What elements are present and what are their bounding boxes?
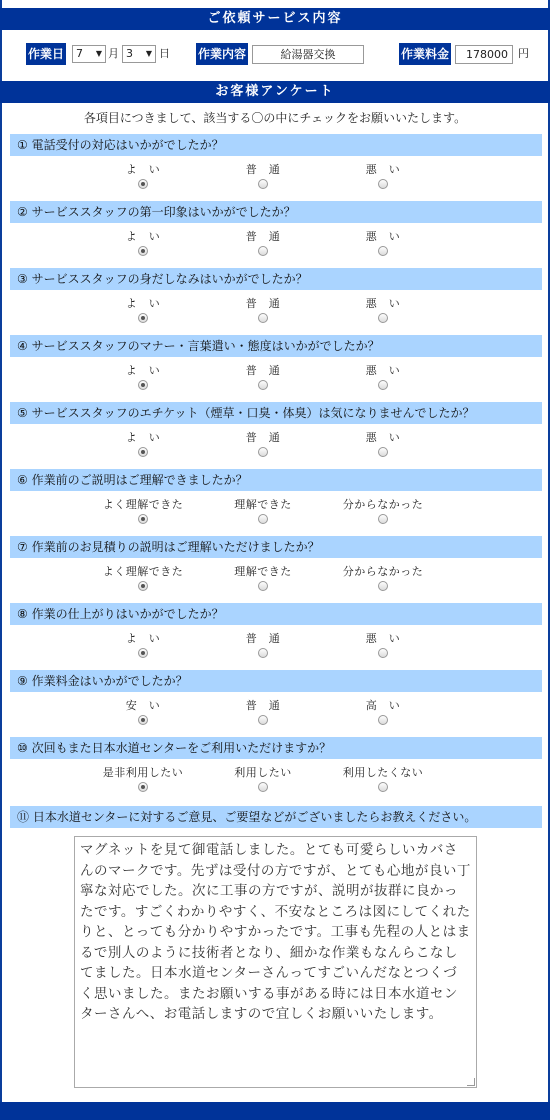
question-3-radio[interactable] (258, 313, 268, 323)
question-4-option-label: よ い (125, 364, 161, 377)
question-10-bar (10, 737, 542, 759)
work-content-label: 作業内容 (196, 43, 248, 65)
question-1-radio[interactable] (378, 179, 388, 189)
question-3-option-label: よ い (125, 297, 161, 310)
question-5-radio[interactable] (378, 447, 388, 457)
work-date-label: 作業日 (26, 43, 66, 65)
question-10-option-label: 利用したくない (342, 766, 424, 779)
question-1-radio[interactable] (138, 179, 148, 189)
service-details-row (0, 40, 550, 70)
question-1-option-label: よ い (125, 163, 161, 176)
question-11-text: ⑪ 日本水道センターに対するご意見、ご要望などがございましたらお教えください。 (17, 810, 477, 824)
question-10-option-label: 是非利用したい (102, 766, 184, 779)
question-7-option-label: よく理解できた (102, 565, 184, 578)
question-2-bar (10, 201, 542, 223)
question-4-radio[interactable] (378, 380, 388, 390)
survey-header: お客様アンケート (0, 81, 550, 103)
question-9-text: ⑨ 作業料金はいかがでしたか？ (17, 674, 188, 688)
question-8-text: ⑧ 作業の仕上がりはいかがでしたか？ (17, 607, 224, 621)
question-5-text: ⑤ サービススタッフのエチケット（煙草・口臭・体臭）は気になりませんでしたか？ (17, 406, 475, 420)
question-2-radio[interactable] (258, 246, 268, 256)
question-6-option-label: 理解できた (234, 498, 292, 511)
question-4-radio[interactable] (258, 380, 268, 390)
day-unit: 日 (159, 47, 170, 60)
question-5-radio[interactable] (258, 447, 268, 457)
question-7-radio[interactable] (258, 581, 268, 591)
question-9-radio[interactable] (138, 715, 148, 725)
question-6-radio[interactable] (258, 514, 268, 524)
question-5-bar (10, 402, 542, 424)
comment-textarea[interactable] (74, 836, 477, 1088)
question-4-radio[interactable] (138, 380, 148, 390)
question-8-option-label: 悪 い (365, 632, 401, 645)
chevron-down-icon: ▼ (145, 49, 152, 58)
chevron-down-icon: ▼ (95, 49, 102, 58)
question-9-radio[interactable] (258, 715, 268, 725)
question-10-text: ⑩ 次回もまた日本水道センターをご利用いただけますか？ (17, 741, 332, 755)
work-fee-field[interactable]: 178000 (455, 45, 513, 64)
question-3-text: ③ サービススタッフの身だしなみはいかがでしたか？ (17, 272, 308, 286)
question-3-radio[interactable] (378, 313, 388, 323)
question-10-radio[interactable] (138, 782, 148, 792)
comment-text: マグネットを見て御電話しました。とても可愛らしいカバさんのマークです。先ずは受付の方ですが、とても心地が良い丁寧な対応でした。次に工事の方ですが、説明が抜群に良かったです。すごくわかりやすく、不安なところは図にしてくれたりと、とっても分かりやすかったです。工事も先程の人とはまるで別人のように技術者となり、細かな作業もなんらこなしてました。日本水道センターさんってすごいんだなとつくづく思いました。またお願いする事がある時には日本水道センターさんへ、お電話しますので宜しくお願いいたします。 (80, 842, 471, 1022)
survey-intro: 各項目につきまして、該当する〇の中にチェックをお願いいたします。 (83, 111, 467, 125)
question-1-radio[interactable] (258, 179, 268, 189)
question-2-radio[interactable] (138, 246, 148, 256)
question-9-option-label: 高 い (365, 699, 401, 712)
question-8-option-label: よ い (125, 632, 161, 645)
question-3-radio[interactable] (138, 313, 148, 323)
question-5-option-label: 悪 い (365, 431, 401, 444)
question-6-radio[interactable] (378, 514, 388, 524)
question-8-bar (10, 603, 542, 625)
question-10-option-label: 利用したい (234, 766, 292, 779)
resize-handle-icon[interactable] (467, 1078, 475, 1086)
question-1-bar (10, 134, 542, 156)
question-6-bar (10, 469, 542, 491)
question-9-option-label: 普 通 (245, 699, 281, 712)
question-7-bar (10, 536, 542, 558)
question-1-text: ① 電話受付の対応はいかがでしたか？ (17, 138, 224, 152)
question-4-option-label: 悪 い (365, 364, 401, 377)
question-8-radio[interactable] (378, 648, 388, 658)
question-10-radio[interactable] (258, 782, 268, 792)
question-2-option-label: 普 通 (245, 230, 281, 243)
question-2-radio[interactable] (378, 246, 388, 256)
question-4-option-label: 普 通 (245, 364, 281, 377)
work-fee-label: 作業料金 (399, 43, 451, 65)
question-1-option-label: 普 通 (245, 163, 281, 176)
question-3-bar (10, 268, 542, 290)
work-content-field[interactable]: 給湯器交換 (252, 45, 364, 64)
question-6-radio[interactable] (138, 514, 148, 524)
question-8-radio[interactable] (258, 648, 268, 658)
question-8-option-label: 普 通 (245, 632, 281, 645)
footer-bar (0, 1102, 550, 1120)
question-2-text: ② サービススタッフの第一印象はいかがでしたか？ (17, 205, 296, 219)
question-10-radio[interactable] (378, 782, 388, 792)
question-6-text: ⑥ 作業前のご説明はご理解できましたか？ (17, 473, 248, 487)
question-3-option-label: 普 通 (245, 297, 281, 310)
question-7-option-label: 理解できた (234, 565, 292, 578)
month-value: 7 (76, 47, 83, 60)
day-select[interactable] (122, 45, 156, 63)
question-5-option-label: 普 通 (245, 431, 281, 444)
question-5-option-label: よ い (125, 431, 161, 444)
question-7-radio[interactable] (138, 581, 148, 591)
question-6-option-label: よく理解できた (102, 498, 184, 511)
question-9-bar (10, 670, 542, 692)
fee-unit: 円 (518, 47, 529, 60)
question-2-option-label: 悪 い (365, 230, 401, 243)
question-9-radio[interactable] (378, 715, 388, 725)
question-5-radio[interactable] (138, 447, 148, 457)
question-9-option-label: 安 い (125, 699, 161, 712)
question-4-text: ④ サービススタッフのマナー・言葉遣い・態度はいかがでしたか？ (17, 339, 380, 353)
question-7-option-label: 分からなかった (342, 565, 424, 578)
month-select[interactable] (72, 45, 106, 63)
question-7-radio[interactable] (378, 581, 388, 591)
day-value: 3 (126, 47, 133, 60)
question-8-radio[interactable] (138, 648, 148, 658)
question-4-bar (10, 335, 542, 357)
question-2-option-label: よ い (125, 230, 161, 243)
question-6-option-label: 分からなかった (342, 498, 424, 511)
question-3-option-label: 悪 い (365, 297, 401, 310)
service-header: ご依頼サービス内容 (0, 8, 550, 30)
question-11-bar (10, 806, 542, 828)
month-unit: 月 (108, 47, 119, 60)
question-1-option-label: 悪 い (365, 163, 401, 176)
question-7-text: ⑦ 作業前のお見積りの説明はご理解いただけましたか？ (17, 540, 320, 554)
